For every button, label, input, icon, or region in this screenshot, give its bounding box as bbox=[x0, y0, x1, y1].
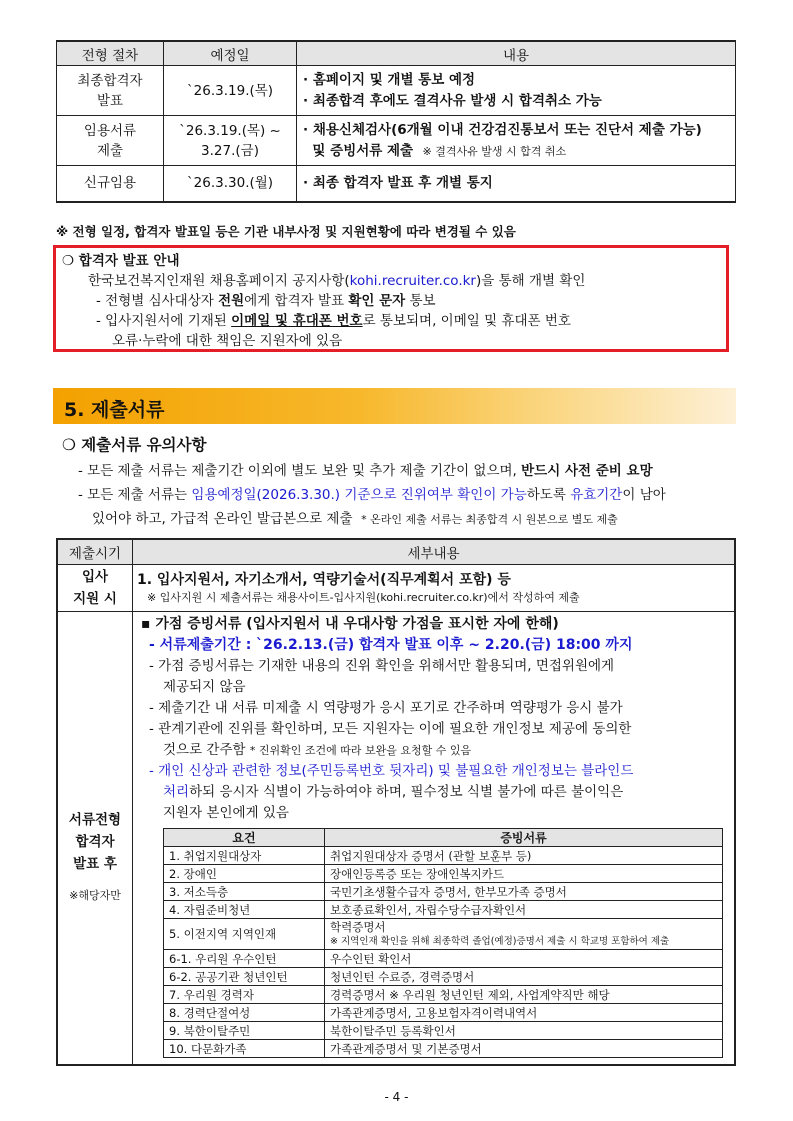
table-row bbox=[57, 565, 735, 612]
schedule-content: · 채용신체검사(6개월 이내 건강검진통보서 또는 진단서 제출 가능) 및 증빙서류 제출 ※ 결격사유 발생 시 합격 취소 bbox=[297, 116, 736, 166]
schedule-step: 임용서류 제출 bbox=[57, 116, 164, 166]
table-row: 2. 장애인 장애인등록증 또는 장애인복지카드 bbox=[164, 865, 723, 883]
schedule-step: 최종합격자 발표 bbox=[57, 66, 164, 116]
docs-detail-after: ▪ 가점 증빙서류 (입사지원서 내 우대사항 가점을 표시한 자에 한해) - 서류제출기간 : `26.2.13.(금) 합격자 발표 이후 ~ 2.20.(금) 18:00 까지 - 가점 증빙서류는 기재한 내용의 진위 확인을 위해서만 활용되며, 면접위원에게 제공되지 않음 - 제출기간 내 서류 미제출 시 역량평가 응시 포기로 간주하며 역량평가 응시 불가 - 관계기관에 진위를 확인하며, 모든 지원자는 이에 필요한 개인정보 제공에 동의한 것으로 간주함 * 진위확인 조건에 따라 보완을 요청할 수 있음 - 개인 신상과 관련한 정보(주민등록번호 뒷자리) 및 불필요한 개인정보는 블라인드 처리하되 응시자 식별이 가능하여야 하며, 필수정보 식별 불가에 따른 불이익은 지원자 본인에게 있음 요건 증빙서류 1. 취업지원대상자 취업지원대상자 증명서 (관할 보훈부 등) 2. 장애인 장애인등록증 또는 장애인복지카드 3. 저소득층 국민기초생활수급자 증명서, 한부모가족 증명서 4. 자립준비청년 보호종료확인서, 자립수당수급자확인서 5. 이전지역 지역인재 학력증명서 ※ 지역인재 확인을 위해 최종학력 졸업(예정)증명서 제출 시 학교명 포함하여 제출 6-1. 우리원 우수인턴 우수인턴 확인서 6-2. 공공기관 청년인턴 청년인턴 수료증, 경력증명서 7. 우리원 경력자 경력증명서 ※ 우리원 청년인턴 제외, 사업계약직만 해당 8. 경력단절여성 가족관계증명서, 고용보험자격이력내역서 9. 북한이탈주민 북한이탈주민 등록확인서 10. 다문화가족 가족관계증명서 및 기본증명서 bbox=[133, 612, 736, 1066]
table-row: 4. 자립준비청년 보호종료확인서, 자립수당수급자확인서 bbox=[164, 901, 723, 919]
table-row: 5. 이전지역 지역인재 학력증명서 ※ 지역인재 확인을 위해 최종학력 졸업(예정)증명서 제출 시 학교명 포함하여 제출 bbox=[164, 919, 723, 950]
schedule-header-date: 예정일 bbox=[164, 41, 297, 66]
docs-timing-after: 서류전형 합격자 발표 후 ※해당자만 bbox=[57, 612, 133, 1066]
guideline-3: 있어야 하고, 가급적 온라인 발급본으로 제출 * 온라인 제출 서류는 최종합격 시 원본으로 별도 제출 bbox=[92, 511, 618, 527]
schedule-content: · 최종 합격자 발표 후 개별 통지 bbox=[297, 166, 736, 202]
guideline-2: - 모든 제출 서류는 임용예정일(2026.3.30.) 기준으로 진위여부 확인이 가능하도록 유효기간이 남아 bbox=[78, 487, 666, 503]
notice-line-4: 오류·누락에 대한 책임은 지원자에 있음 bbox=[112, 333, 343, 349]
table-row bbox=[57, 612, 735, 1066]
schedule-date: `26.3.19.(목) ~ 3.27.(금) bbox=[164, 116, 297, 166]
table-row bbox=[57, 116, 736, 166]
docs-header-detail: 세부내용 bbox=[133, 539, 736, 565]
inner-header-requirement: 요건 bbox=[164, 829, 325, 847]
table-row: 6-1. 우리원 우수인턴 우수인턴 확인서 bbox=[164, 950, 723, 968]
table-row: 7. 우리원 경력자 경력증명서 ※ 우리원 청년인턴 제외, 사업계약직만 해당 bbox=[164, 986, 723, 1004]
bonus-documents-table bbox=[163, 828, 723, 1058]
page-number: - 4 - bbox=[384, 1090, 409, 1104]
schedule-table bbox=[56, 40, 736, 203]
schedule-step: 신규임용 bbox=[57, 166, 164, 202]
section-title: 5. 제출서류 bbox=[64, 399, 165, 421]
notice-line-1: 한국보건복지인재원 채용홈페이지 공지사항(kohi.recruiter.co.kr)을 통해 개별 확인 bbox=[88, 273, 586, 289]
schedule-content: · 홈페이지 및 개별 통보 예정 · 최종합격 후에도 결격사유 발생 시 합격취소 가능 bbox=[297, 66, 736, 116]
schedule-header-content: 내용 bbox=[297, 41, 736, 66]
schedule-note: ※ 전형 일정, 합격자 발표일 등은 기관 내부사정 및 지원현황에 따라 변경될 수 있음 bbox=[56, 224, 516, 239]
notice-line-3: - 입사지원서에 기재된 이메일 및 휴대폰 번호로 통보되며, 이메일 및 휴대폰 번호 bbox=[96, 313, 571, 329]
table-row: 1. 취업지원대상자 취업지원대상자 증명서 (관할 보훈부 등) bbox=[164, 847, 723, 865]
inner-header-document: 증빙서류 bbox=[325, 829, 723, 847]
table-row bbox=[57, 166, 736, 202]
table-row: 9. 북한이탈주민 북한이탈주민 등록확인서 bbox=[164, 1022, 723, 1040]
schedule-date: `26.3.19.(목) bbox=[164, 66, 297, 116]
notice-line-2: - 전형별 심사대상자 전원에게 합격자 발표 확인 문자 통보 bbox=[96, 293, 436, 309]
table-row: 8. 경력단절여성 가족관계증명서, 고용보험자격이력내역서 bbox=[164, 1004, 723, 1022]
recruit-site-link[interactable]: kohi.recruiter.co.kr bbox=[349, 273, 476, 289]
table-row: 10. 다문화가족 가족관계증명서 및 기본증명서 bbox=[164, 1040, 723, 1058]
notice-title: ❍ 합격자 발표 안내 bbox=[62, 253, 180, 269]
docs-timing-apply: 입사 지원 시 bbox=[57, 565, 133, 612]
table-row bbox=[57, 66, 736, 116]
documents-table bbox=[56, 538, 736, 1066]
table-row: 3. 저소득층 국민기초생활수급자 증명서, 한부모가족 증명서 bbox=[164, 883, 723, 901]
section-subheading: ❍ 제출서류 유의사항 bbox=[62, 436, 207, 454]
docs-header-timing: 제출시기 bbox=[57, 539, 133, 565]
schedule-date: `26.3.30.(월) bbox=[164, 166, 297, 202]
guideline-1: - 모든 제출 서류는 제출기간 이외에 별도 보완 및 추가 제출 기간이 없으며, 반드시 사전 준비 요망 bbox=[78, 463, 653, 479]
docs-detail-apply: 1. 입사지원서, 자기소개서, 역량기술서(직무계획서 포함) 등 ※ 입사지원 시 제출서류는 채용사이트-입사지원(kohi.recruiter.co.kr)에서 작성하여 제출 bbox=[133, 565, 736, 612]
table-row: 6-2. 공공기관 청년인턴 청년인턴 수료증, 경력증명서 bbox=[164, 968, 723, 986]
announcement-notice-box bbox=[53, 245, 729, 352]
schedule-header-step: 전형 절차 bbox=[57, 41, 164, 66]
